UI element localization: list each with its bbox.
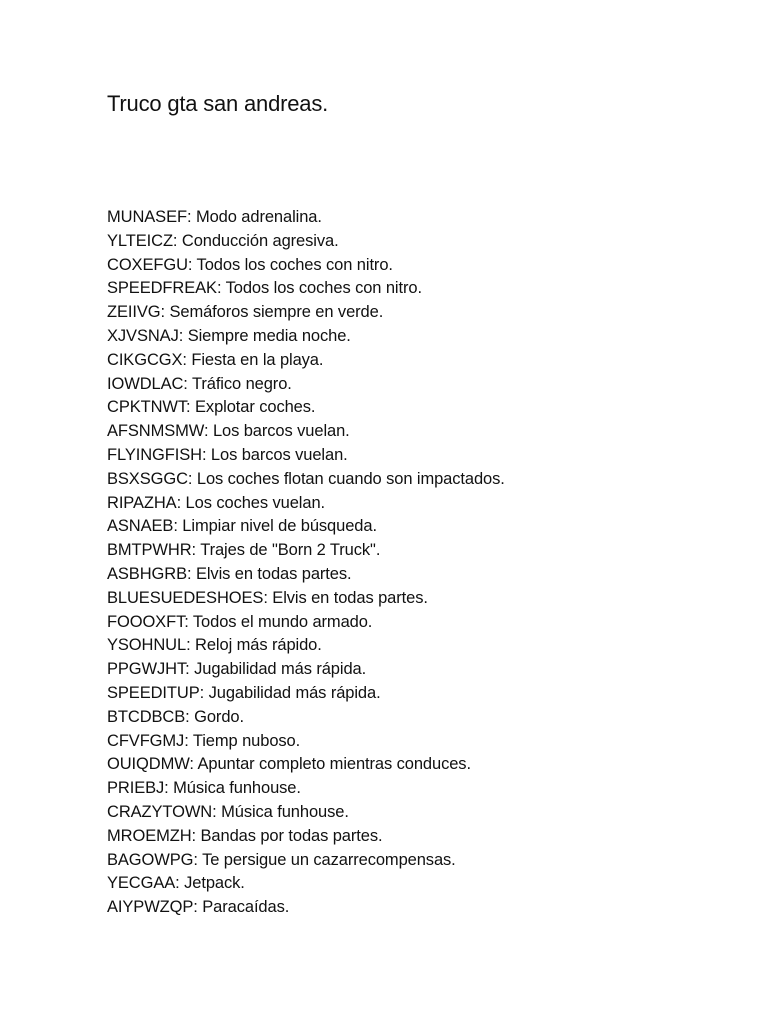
- cheat-line: ZEIIVG: Semáforos siempre en verde.: [107, 303, 384, 322]
- cheat-line: MUNASEF: Modo adrenalina.: [107, 208, 322, 226]
- cheat-line: COXEFGU: Todos los coches con nitro.: [107, 255, 393, 274]
- cheat-line: PPGWJHT: Jugabilidad más rápida.: [107, 660, 367, 679]
- cheat-line: BLUESUEDESHOES: Elvis en todas partes.: [107, 588, 428, 607]
- cheat-line: ASBHGRB: Elvis en todas partes.: [107, 564, 352, 583]
- document-title: Truco gta san andreas.: [107, 91, 329, 116]
- cheat-line: AIYPWZQP: Paracaídas.: [107, 898, 290, 917]
- cheat-line: PRIEBJ: Música funhouse.: [107, 779, 301, 798]
- cheat-line: BMTPWHR: Trajes de "Born 2 Truck".: [107, 541, 381, 560]
- cheat-line: SPEEDFREAK: Todos los coches con nitro.: [107, 279, 422, 298]
- cheat-line: SPEEDITUP: Jugabilidad más rápida.: [107, 683, 381, 702]
- cheat-list: [107, 206, 505, 920]
- cheat-line: CPKTNWT: Explotar coches.: [107, 398, 316, 417]
- cheat-line: CIKGCGX: Fiesta en la playa.: [107, 350, 324, 369]
- cheat-line: YSOHNUL: Reloj más rápido.: [107, 636, 322, 655]
- cheat-line: BSXSGGC: Los coches flotan cuando son impactados.: [107, 469, 505, 488]
- cheat-line: YLTEICZ: Conducción agresiva.: [107, 231, 339, 250]
- cheat-line: FOOOXFT: Todos el mundo armado.: [107, 612, 373, 631]
- cheat-line: BTCDBCB: Gordo.: [107, 707, 244, 726]
- cheat-line: FLYINGFISH: Los barcos vuelan.: [107, 445, 348, 464]
- cheat-line: BAGOWPG: Te persigue un cazarrecompensas.: [107, 850, 456, 869]
- cheat-line: IOWDLAC: Tráfico negro.: [107, 374, 292, 393]
- cheat-line: CFVFGMJ: Tiemp nuboso.: [107, 731, 301, 750]
- cheat-line: RIPAZHA: Los coches vuelan.: [107, 493, 326, 512]
- cheat-line: CRAZYTOWN: Música funhouse.: [107, 802, 349, 821]
- cheat-line: AFSNMSMW: Los barcos vuelan.: [107, 422, 350, 441]
- cheat-line: XJVSNAJ: Siempre media noche.: [107, 326, 351, 345]
- cheat-line: MROEMZH: Bandas por todas partes.: [107, 826, 383, 845]
- cheat-line: ASNAEB: Limpiar nivel de búsqueda.: [107, 517, 377, 536]
- cheat-line: OUIQDMW: Apuntar completo mientras conduces.: [107, 755, 471, 774]
- cheat-line: YECGAA: Jetpack.: [107, 874, 245, 893]
